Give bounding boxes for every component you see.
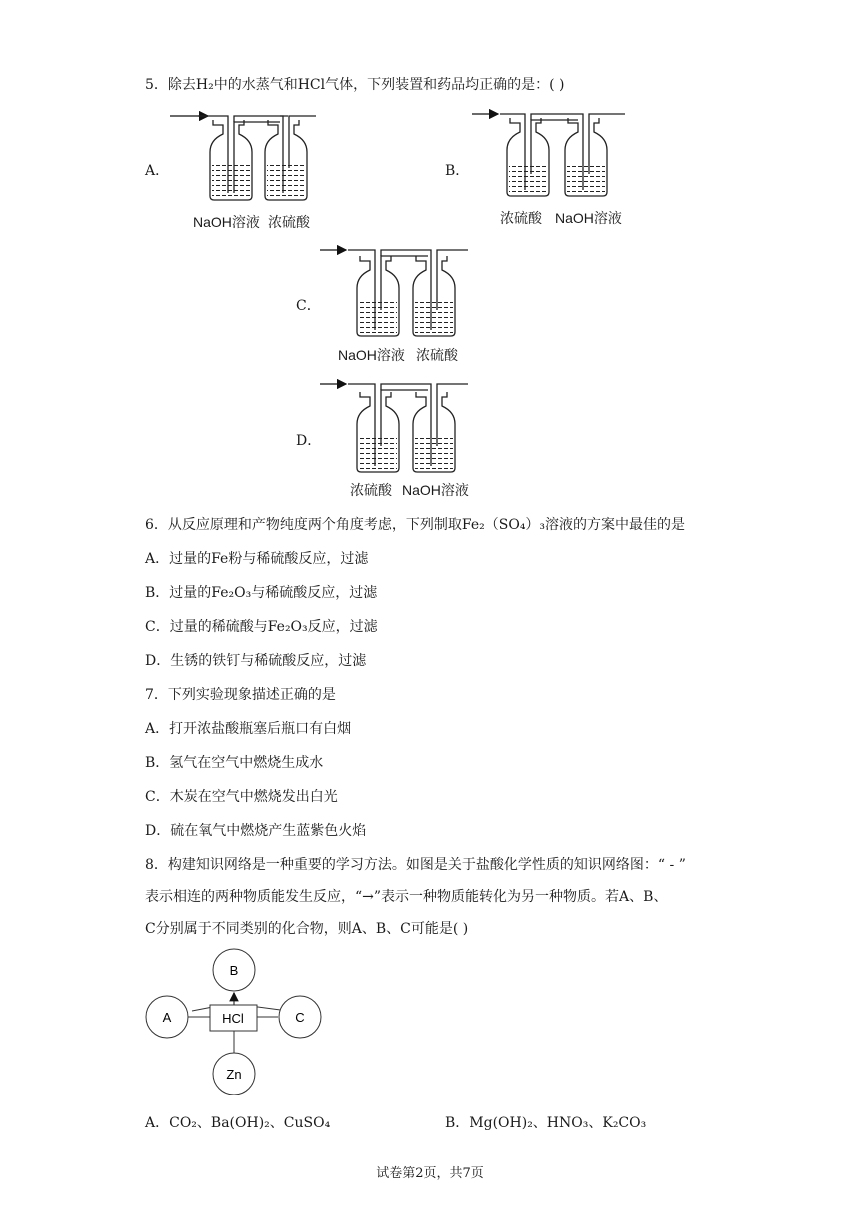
- q8-option-b: B．Mg(OH)₂、HNO₃、K₂CO₃: [445, 1115, 647, 1131]
- q8-knowledge-network-diagram: [140, 945, 340, 1095]
- q5-d-left-label: 浓硫酸: [350, 482, 392, 498]
- q7-option-c: C．木炭在空气中燃烧发出白光: [145, 789, 338, 805]
- q5-b-right-label: NaOH溶液: [555, 210, 622, 226]
- q6-option-b: B．过量的Fe₂O₃与稀硫酸反应，过滤: [145, 585, 378, 601]
- q6-stem: 6．从反应原理和产物纯度两个角度考虑，下列制取Fe₂（SO₄）₃溶液的方案中最佳的是: [145, 517, 686, 533]
- q7-option-b: B．氢气在空气中燃烧生成水: [145, 755, 324, 771]
- q5-option-b-letter: B．: [445, 163, 470, 179]
- q5-a-right-label: 浓硫酸: [268, 214, 310, 230]
- q6-option-a: A．过量的Fe粉与稀硫酸反应，过滤: [145, 551, 369, 567]
- q5-apparatus-d: [318, 376, 473, 476]
- q8-option-a: A．CO₂、Ba(OH)₂、CuSO₄: [145, 1115, 331, 1131]
- q8-node-zn-label: Zn: [226, 1067, 242, 1082]
- q6-option-d: D．生锈的铁钉与稀硫酸反应，过滤: [145, 653, 367, 669]
- q8-node-c-label: C: [295, 1010, 305, 1025]
- q8-node-b-label: B: [229, 963, 239, 978]
- q5-apparatus-a: [168, 108, 318, 203]
- q7-option-d: D．硫在氧气中燃烧产生蓝紫色火焰: [145, 823, 367, 839]
- q5-option-d-letter: D．: [296, 433, 322, 449]
- q7-option-a: A．打开浓盐酸瓶塞后瓶口有白烟: [145, 721, 352, 737]
- q5-option-a-letter: A．: [145, 163, 170, 179]
- q5-stem: 5．除去H₂中的水蒸气和HCl气体，下列装置和药品均正确的是：( ): [145, 77, 565, 93]
- q8-node-a-label: A: [162, 1010, 172, 1025]
- q5-option-c-letter: C．: [296, 298, 321, 314]
- q8-line-3: C分别属于不同类别的化合物，则A、B、C可能是( ): [145, 921, 469, 937]
- q5-b-left-label: 浓硫酸: [500, 210, 542, 226]
- q5-d-right-label: NaOH溶液: [402, 482, 469, 498]
- q5-apparatus-c: [318, 240, 473, 340]
- q8-line-2: 表示相连的两种物质能发生反应，“→”表示一种物质能转化为另一种物质。若A、B、: [145, 889, 668, 905]
- q8-line-1: 8．构建知识网络是一种重要的学习方法。如图是关于盐酸化学性质的知识网络图：“ - ”: [145, 857, 686, 873]
- q5-c-right-label: 浓硫酸: [416, 347, 458, 363]
- page-footer: 试卷第2页，共7页: [376, 1166, 484, 1181]
- q5-a-left-label: NaOH溶液: [193, 214, 260, 230]
- q6-option-c: C．过量的稀硫酸与Fe₂O₃反应，过滤: [145, 619, 378, 635]
- q7-stem: 7．下列实验现象描述正确的是: [145, 687, 336, 703]
- q5-c-left-label: NaOH溶液: [338, 347, 405, 363]
- q8-node-hcl-label: HCl: [222, 1011, 244, 1026]
- q5-apparatus-b: [470, 104, 630, 199]
